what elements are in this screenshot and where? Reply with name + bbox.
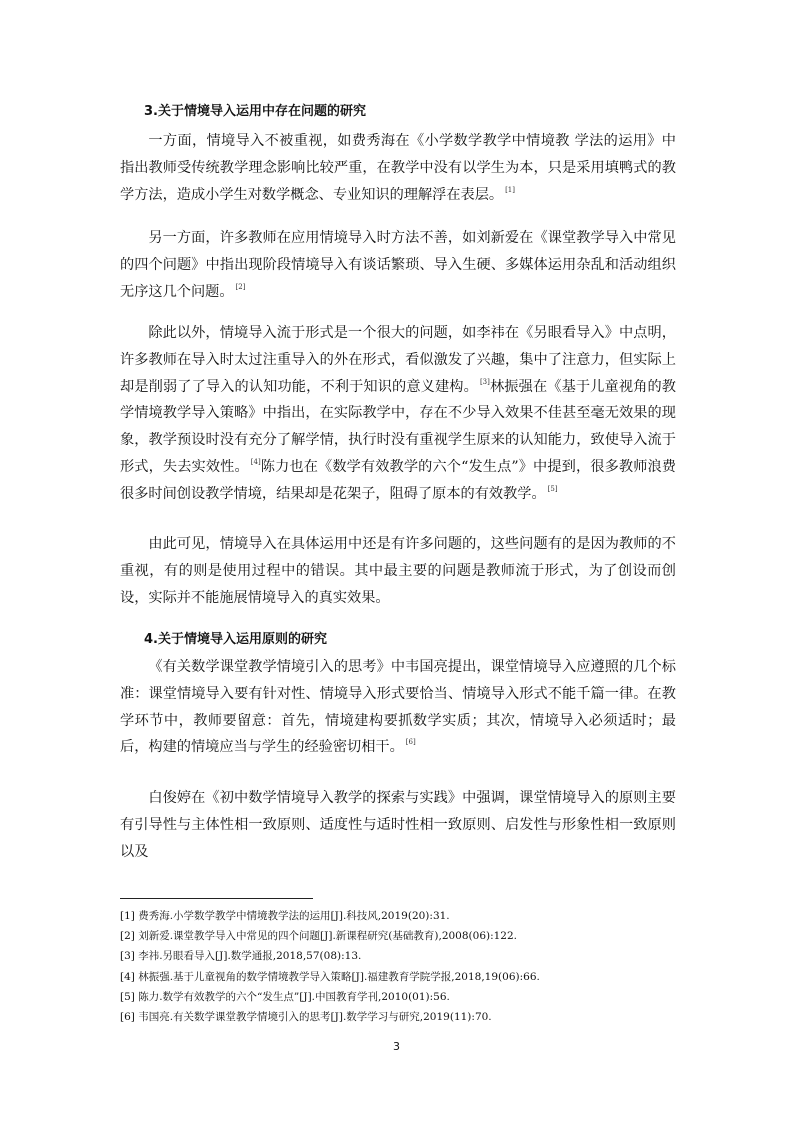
section-3-paragraph-2 [120,225,676,305]
section-4-paragraph-1 [120,654,676,761]
citation-marker-1: [1] [505,185,515,194]
section-4-heading: 4.关于情境导入运用原则的研究 [144,632,327,647]
citation-marker-2: [2] [235,282,246,291]
footnote-item: [6] 韦国亮.有关数学课堂教学情境引入的思考[J].数学学习与研究,2019(11):70. [120,1011,492,1024]
paragraph-text: 一方面，情境导入不被重视，如费秀海在《小学数学教学中情境教 学法的运用》中指出教师受传统教学理念影响比较严重，在教学中没有以学生为本，只是采用填鸭式的教学方法，造成小学生对数学概念、专业知识的理解浮在表层。 [120,133,676,203]
footnote-item: [4] 林振强.基于儿童视角的数学情境教学导入策略[J].福建教育学院学报,2018,19(06):66. [120,970,540,983]
paragraph-text: 林振强在《基于儿童视角的教学情境教学导入策略》中指出，在实际教学中，存在不少导入效果不佳甚至毫无效果的现象，教学预设时没有充分了解学情，执行时没有重视学生原来的认知能力，致使导入流于形式，失去实效性。 [120,378,676,475]
section-3-heading: 3.关于情境导入运用中存在问题的研究 [144,104,366,119]
section-3-paragraph-4: 由此可见，情境导入在具体运用中还是有许多问题的，这些问题有的是因为教师的不重视，有的则是使用过程中的错误。其中最主要的问题是教师流于形式，为了创设而创设，实际并不能施展情境导入的真实效果。 [120,536,676,606]
footnote-list [120,906,680,1027]
footnote-item: [5] 陈力.数学有效教学的六个“发生点”[J].中国教育学刊,2010(01):56. [120,990,450,1003]
citation-marker-6: [6] [405,738,416,747]
section-3-paragraph-1 [120,128,676,208]
citation-marker-3: [3] [479,377,490,386]
footnote-item: [1] 费秀海.小学数学教学中情境教学法的运用[J].科技风,2019(20):31. [120,910,450,922]
paragraph-text: 另一方面，许多教师在应用情境导入时方法不善，如刘新爱在《课堂教学导入中常见的四个问题》中指出现阶段情境导入有谈话繁琐、导入生硬、多媒体运用杂乱和活动组织无序这几个问题。 [120,230,676,300]
paragraph-text: 除此以外，情境导入流于形式是一个很大的问题，如李祎在《另眼看导入》中点明，许多教师在导入时太过注重导入的外在形式，看似激发了兴趣，集中了注意力，但实际上却是削弱了了导入的认知功能，不利于知识的意义建构。 [120,325,676,395]
paragraph-text: 陈力也在《数学有效教学的六个“发生点”》中提到，很多教师浪费很多时间创设教学情境，结果却是花架子，阻碍了原本的有效教学。 [120,458,676,502]
page-number: 3 [393,1040,400,1053]
paragraph-text: 《有关数学课堂教学情境引入的思考》中韦国亮提出，课堂情境导入应遵照的几个标准：课堂情境导入要有针对性、情境导入形式要恰当、情境导入形式不能千篇一律。在教学环节中，教师要留意：首先，情境建构要抓数学实质；其次，情境导入必须适时；最后，构建的情境应当与学生的经验密切相干。 [120,659,676,756]
citation-marker-4: [4] [250,457,261,466]
section-3-paragraph-3 [120,320,676,508]
footnote-item: [2] 刘新爱.课堂教学导入中常见的四个问题[J].新课程研究(基础教育),2008(06):122. [120,930,518,943]
footnote-item: [3] 李祎.另眼看导入[J].数学通报,2018,57(08):13. [120,950,362,963]
citation-marker-5: [5] [547,484,558,493]
section-4-paragraph-2: 白俊婷在《初中数学情境导入教学的探索与实践》中强调，课堂情境导入的原则主要有引导性与主体性相一致原则、适度性与适时性相一致原则、启发性与形象性相一致原则以及 [120,790,676,860]
footnote-divider [120,898,313,899]
